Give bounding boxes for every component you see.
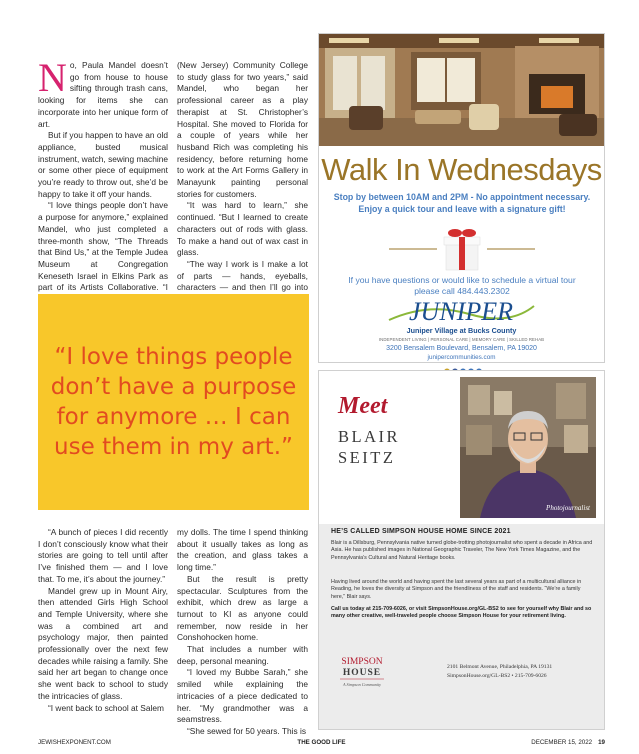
resident-name: BLAIR SEITZ [338, 427, 400, 467]
article-paragraph: But if you happen to have an old appliance, busted musical instrument, watch, sewing machine or some other piece of equipment you’re ready to throw out, she’d be happy to take it off your hands. [38, 130, 168, 199]
article-paragraph: No, Paula Mandel doesn’t go from house to house sifting through trash cans, looking for items she can incorporate into her unique form of art. [38, 55, 168, 129]
juniper-address: 3200 Bensalem Boulevard, Bensalem, PA 19020 [386, 345, 537, 352]
svg-text:SIMPSON: SIMPSON [341, 657, 383, 667]
article-paragraph: But the result is pretty spectacular. Sculptures from the exhibit, which drew as large a turnout to KI as anyone could remember, now reside in her Conshohocken home. [177, 573, 308, 643]
article-paragraph: my dolls. The time I spend thinking about it usually takes as long as the creation, and glass takes a long time.” [177, 527, 308, 573]
gift-icon [389, 224, 535, 274]
ad-paragraph: Blair is a Dillsburg, Pennsylvania native turned globe-trotting photojournalist who spent a decade in Africa and Asia. He has published images in National Geographic Traveler, The New York Times Magazine, and the Pennsylvania’s Cultural and Natural Heritage books. [331, 540, 593, 561]
visit-hours-text: Stop by between 10AM and 2PM - No appointment necessary. Enjoy a quick tour and leave with a signature gift! [333, 192, 591, 214]
ad-paragraph: Having lived around the world and having spent the last several years as part of a multicultural alliance in Reading, he loves the diversity at Simpson and the friendliness of the staff and residents. “We’re a family here,” Blair says. [331, 579, 582, 600]
meet-heading: Meet [338, 393, 388, 419]
simpson-house-advertisement[interactable] [318, 370, 605, 730]
simpson-house-logo [332, 654, 392, 692]
article-paragraph: “A bunch of pieces I did recently I don’t consciously know what their stories are going to tell until after I’ve finished them — and I love that. To me, it’s about the journey.” [38, 527, 168, 584]
article-paragraph: “The way I work is I make a lot of parts — hands, eyeballs, characters — and then I’ll go into [177, 258, 308, 293]
juniper-advertisement[interactable] [318, 33, 605, 363]
lobby-photo [319, 34, 604, 146]
date-and-page: DECEMBER 15, 2022 19 [531, 739, 605, 746]
svg-text:HOUSE: HOUSE [342, 668, 382, 678]
article-paragraph: Mandel grew up in Mount Airy, then attended Girls High School and Temple University, where she was a combined art and psychology major, then painted professionally over the next few decades while raising a family. She said her art began to change once she went back to school to study the intricacies of glass. [38, 585, 168, 701]
ad-call-to-action[interactable]: Call us today at 215-709-6026, or visit SimpsonHouse.org/GL-BS2 to see for yourself why Blair and so many other creative, well-traveled people choose Simpson House for your retirement living. [331, 606, 592, 620]
juniper-village-name: Juniper Village at Bucks County [406, 326, 517, 335]
walk-in-wednesdays-headline: Walk In Wednesdays [321, 152, 602, 187]
article-paragraph: That includes a number with deep, personal meaning. [177, 644, 308, 666]
resident-portrait-photo [460, 377, 596, 518]
article-column-3 [38, 527, 168, 714]
article-paragraph: “I went back to school at Salem [48, 702, 164, 713]
social-icons [443, 362, 483, 369]
article-paragraph: “I love things people don’t have a purpose for anymore,” explained Mandel, who just completed a three-month show, “The Threads that Bind Us,” at the Temple Judea Museum at Congregation Keneseth Israel in Elkins Park as part of its Artists Collaborative. “I [38, 200, 168, 293]
services-list: INDEPENDENT LIVING | PERSONAL CARE | MEMORY CARE | SKILLED REHAB [378, 337, 545, 342]
article-paragraph: “It was hard to learn,” she continued. “But I learned to create characters out of rods with glass. To make a hand out of wax cast in glass. [177, 200, 308, 258]
section-name: THE GOOD LIFE [297, 739, 346, 746]
photo-caption: Photojournalist [546, 504, 590, 512]
article-paragraph: “She sewed for 50 years. This is [187, 725, 307, 736]
article-paragraph: (New Jersey) Community College to study glass for two years,” said Mandel, who began her professional career as a play therapist at St. Christopher’s Hospital. She moved to Florida for a couple of years while her husband Rich was completing his residency, before returning home to work at the Art Forms Gallery in Manayunk painting personal stories for customers. [177, 60, 308, 199]
drop-cap: N [38, 55, 67, 100]
article-column-2 [177, 60, 308, 329]
page-number: 19 [598, 739, 605, 746]
simpson-contact-info: 2101 Belmont Avenue, Philadelphia, PA 19131 SimpsonHouse.org/GL-BS2 • 215-709-6026 [447, 664, 553, 679]
contact-text: If you have questions or would like to schedule a virtual tour please call 484.443.2302 [348, 275, 576, 296]
page-footer [38, 739, 605, 749]
ad-heading: HE’S CALLED SIMPSON HOUSE HOME SINCE 2021 [331, 528, 511, 535]
svg-text:A Simpson Community: A Simpson Community [342, 682, 382, 687]
pull-quote-text: “I love things people don’t have a purpose for anymore … I can use them in my art.” [50, 344, 297, 460]
juniper-logo [319, 298, 604, 328]
article-column-4 [177, 527, 308, 738]
juniper-website-link[interactable]: junipercommunities.com [427, 354, 496, 361]
juniper-logo-text: JUNIPER [409, 298, 513, 326]
pull-quote [38, 294, 309, 510]
article-column-1 [38, 55, 168, 306]
website-link[interactable]: JEWISHEXPONENT.COM [38, 739, 111, 746]
article-paragraph: “I loved my Bubbe Sarah,” she smiled while explaining the intricacies of a piece dedicated to her. “My grandmother was a seamstress. [177, 667, 308, 725]
